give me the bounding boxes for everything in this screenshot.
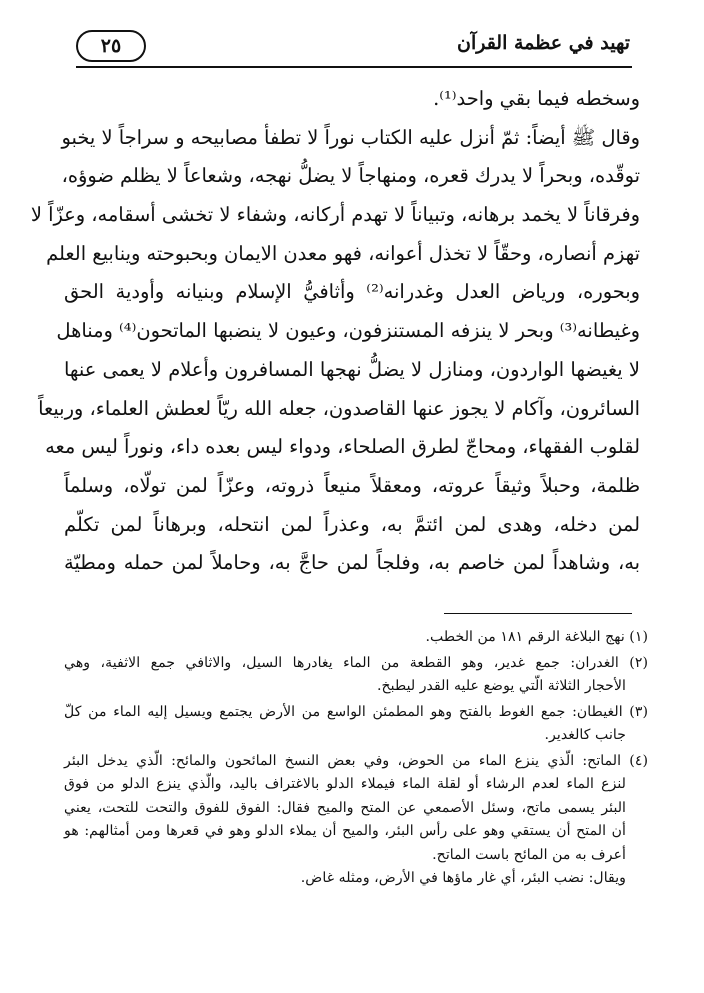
- main-text: [30, 80, 641, 583]
- footnote-separator: [444, 613, 632, 614]
- text-line: به، وشاهداً لمن خاصم به، وفلجاً لمن حاجَّ به، وحاملاً لمن حمله ومطيّة: [64, 551, 640, 575]
- footnote-line: الأحجار الثلاثة الّتي يوضع عليه القدر ليطبخ.: [377, 678, 626, 694]
- text-line: وقال ﷺ أيضاً: ثمّ أنزل عليه الكتاب نوراً لا تطفأ مصابيحه و سراجاً لا يخبو: [61, 125, 640, 149]
- text-line: وفرقاناً لا يخمد برهانه، وتبياناً لا تهدم أركانه، وشفاء لا تخشى أسقامه، وعزّاً لا: [30, 203, 640, 227]
- footnote-3: [64, 701, 648, 748]
- footnote-line: البئر يسمى ماتح، وسئل الأصمعي عن المتح والميح فقال: الفوق للفوق والتحت للتحت، يعني: [64, 799, 626, 816]
- footnote-2: [64, 652, 648, 699]
- footnote-4: [64, 750, 648, 891]
- footnote-line: (٣) الغيطان: جمع الغوط بالفتح وهو المطمئن الواسع من الأرض يجتمع ويسيل إليه الماء من كلّ: [64, 703, 648, 720]
- text-line: لا يغيضها الواردون، ومنازل لا يضلُّ نهجها المسافرون وأعلام لا يعمى عنها: [64, 357, 640, 381]
- footnote-line: ويقال: نضب البئر، أي غار ماؤها في الأرض، ومثله غاض.: [300, 870, 626, 886]
- header-rule: [76, 66, 632, 68]
- footnote-line: جانب كالغدير.: [544, 727, 626, 743]
- text-line: وبحوره، ورياض العدل وغدرانه⁽²⁾ وأثافيُّ الإسلام وبنيانه وأودية الحق: [64, 280, 641, 304]
- footnote-line: أن المتح أن يستقي وهو على رأس البئر، والميح أن يملاء الدلو وهو في قعرها ومن أمثالهم: هو: [64, 823, 626, 839]
- footnote-line: أعرف به من المائح باست الماتح.: [432, 846, 626, 863]
- page-number: ٢٥: [76, 30, 146, 62]
- footnote-line: (١) نهج البلاغة الرقم ١٨١ من الخطب.: [425, 629, 648, 645]
- text-line: تهزم أنصاره، وحقّاً لا تخذل أعوانه، فهو معدن الايمان وبحبوحته وينابيع العلم: [46, 241, 640, 265]
- footnote-1: [64, 626, 648, 650]
- text-line: السائرون، وآكام لا يجوز عنها القاصدون، جعله الله ريّاً لعطش العلماء، وربيعاً: [38, 396, 640, 420]
- running-title: تهيد في عظمة القرآن: [456, 32, 630, 54]
- page-header: [76, 28, 632, 66]
- text-line: ظلمة، وحبلاً وثيقاً عروته، ومعقلاً منيعاً ذروته، وعزّاً لمن تولّاه، وسلماً: [64, 473, 640, 497]
- text-line: لقلوب الفقهاء، ومحاجّ لطرق الصلحاء، ودواء ليس بعده داء، ونوراً ليس معه: [45, 435, 640, 459]
- text-line: توقّده، وبحراً لا يدرك قعره، ومنهاجاً لا يضلُّ نهجه، وشعاعاً لا يظلم ضوؤه،: [61, 164, 640, 188]
- text-line: وسخطه فيما بقي واحد⁽¹⁾.: [433, 87, 640, 110]
- text-line: وغيطانه⁽³⁾ وبحر لا ينزفه المستنزفون، وعيون لا ينضبها الماتحون⁽⁴⁾ ومناهل: [56, 319, 640, 343]
- footnotes: [64, 626, 648, 891]
- footnote-line: (٢) الغدران: جمع غدير، وهو القطعة من الماء يغادرها السيل، والاثافي جمع الاثفية، وهي: [64, 654, 648, 671]
- text-line: لمن دخله، وهدى لمن ائتمَّ به، وعذراً لمن انتحله، وبرهاناً لمن تكلّم: [64, 512, 640, 536]
- footnote-line: (٤) الماتح: الّذي ينزع الماء من الحوض، وفي بعض النسخ المائحون والمائح: الّذي يدخل البئر: [64, 752, 648, 769]
- footnote-line: لنزع الماء لعدم الرشاء أو لقلة الماء فيملاء الدلو بالاغتراف باليد، والّذي ينزع الدلو من فوق: [64, 776, 626, 792]
